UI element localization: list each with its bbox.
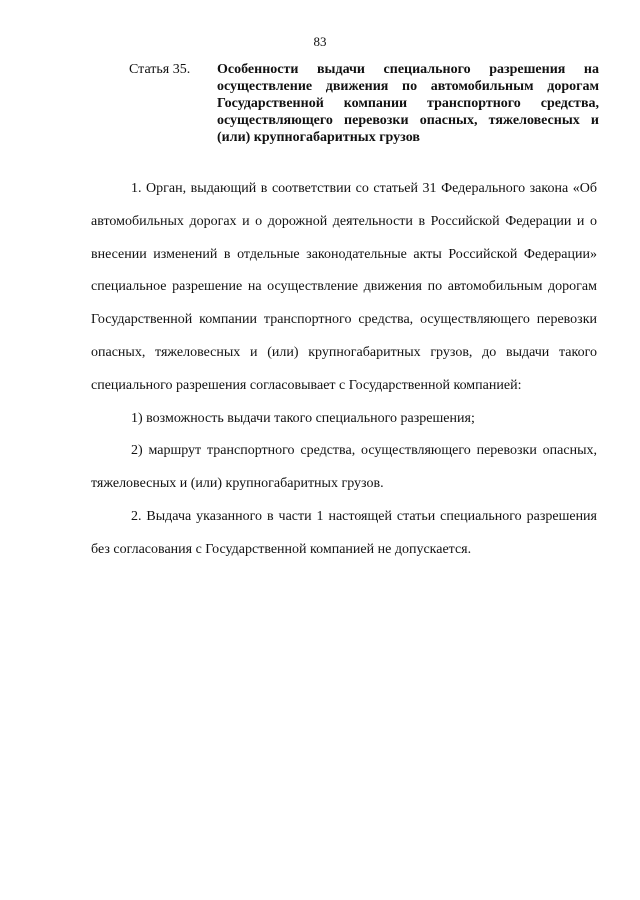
paragraph-item-2: 2) маршрут транспортного средства, осуществляющего перевозки опасных, тяжеловесных и (или) крупногабаритных грузов.	[91, 443, 597, 492]
article-title: Особенности выдачи специального разрешения на осуществление движения по автомобильным дорогам Государственной компании транспортного средства, осуществляющего перевозки опасных, тяжеловесных и (или) крупногабаритных грузов	[217, 62, 599, 145]
paragraph-part-1: 1. Орган, выдающий в соответствии со статьей 31 Федерального закона «Об автомобильных дорогах и о дорожной деятельности в Российской Федерации и о внесении изменений в отдельные законодательные акты Российской Федерации» специальное разрешение на осуществление движения по автомобильным дорогам Государственной компании транспортного средства, осуществляющего перевозки опасных, тяжеловесных и (или) крупногабаритных грузов, до выдачи такого специального разрешения согласовывает с Государственной компанией:	[91, 181, 597, 393]
paragraph-part-2: 2. Выдача указанного в части 1 настоящей статьи специального разрешения без согласования с Государственной компанией не допускается.	[91, 508, 597, 557]
article-header	[129, 61, 599, 146]
article-label: Статья 35.	[129, 62, 191, 77]
article-body	[91, 173, 597, 567]
paragraph-item-1: 1) возможность выдачи такого специального разрешения;	[131, 410, 475, 426]
page-number: 83	[313, 34, 327, 49]
